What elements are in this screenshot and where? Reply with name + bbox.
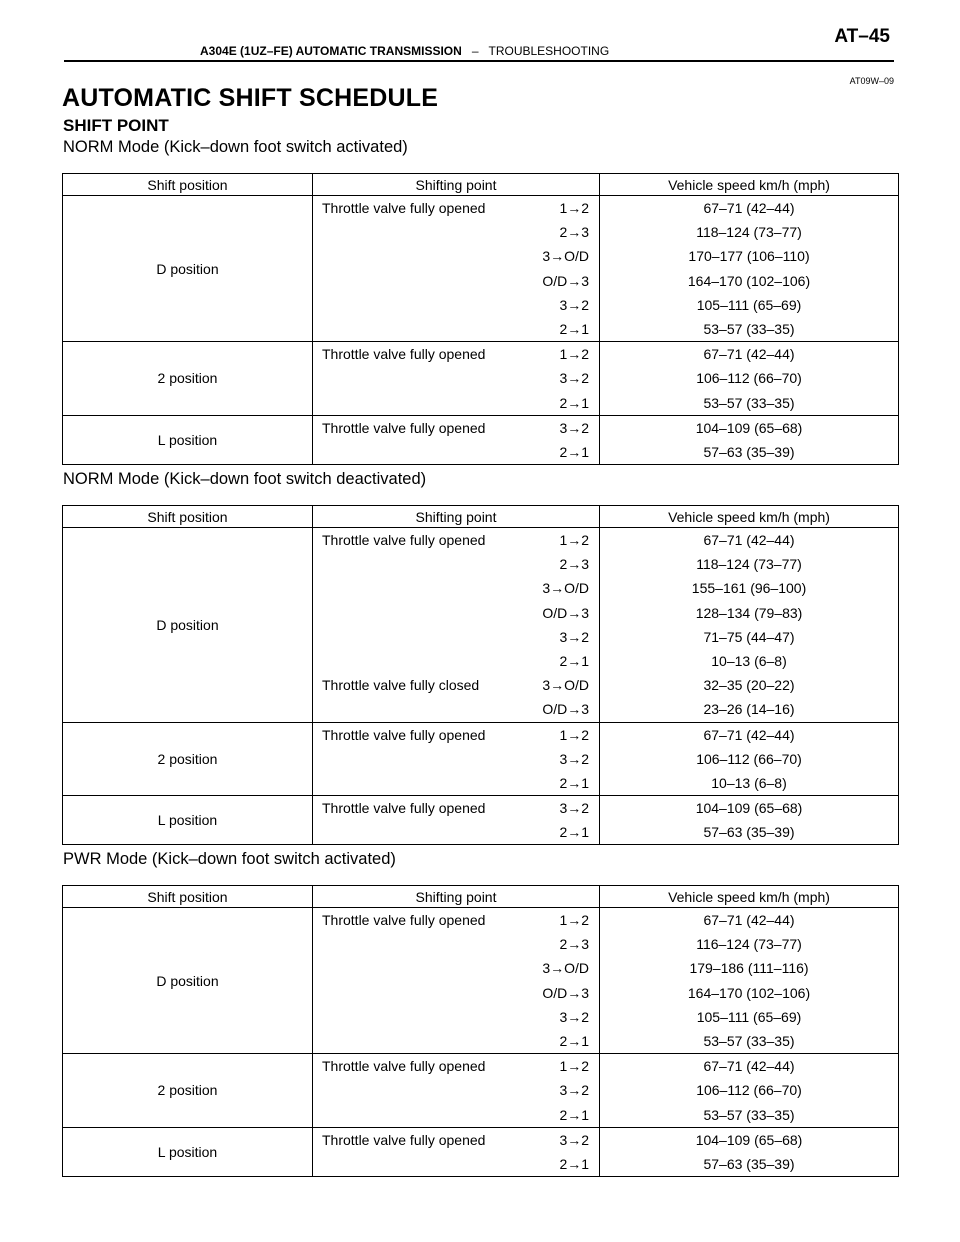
gear-change-cell: 2→3 [523, 932, 600, 956]
gear-change-cell: 1→2 [523, 722, 600, 747]
throttle-condition-cell [313, 771, 523, 796]
table-2-title: NORM Mode (Kick–down foot switch deactivated) [63, 470, 427, 488]
vehicle-speed-cell: 67–71 (42–44) [600, 1054, 899, 1079]
vehicle-speed-cell: 57–63 (35–39) [600, 440, 899, 465]
gear-change-cell: 1→2 [523, 342, 600, 367]
vehicle-speed-cell: 10–13 (6–8) [600, 771, 899, 796]
throttle-condition-cell: Throttle valve fully opened [313, 415, 523, 440]
vehicle-speed-cell: 164–170 (102–106) [600, 981, 899, 1005]
vehicle-speed-cell: 53–57 (33–35) [600, 1103, 899, 1128]
table-row [63, 1127, 899, 1152]
gear-change-cell: 3→2 [523, 747, 600, 771]
throttle-condition-cell: Throttle valve fully opened [313, 196, 523, 221]
gear-change-cell: 2→1 [523, 1152, 600, 1177]
gear-change-cell: 3→2 [523, 293, 600, 317]
table-row [63, 722, 899, 747]
throttle-condition-cell [313, 981, 523, 1005]
vehicle-speed-cell: 104–109 (65–68) [600, 796, 899, 821]
throttle-condition-cell: Throttle valve fully opened [313, 908, 523, 933]
throttle-condition-cell: Throttle valve fully opened [313, 528, 523, 553]
vehicle-speed-cell: 105–111 (65–69) [600, 1005, 899, 1029]
vehicle-speed-cell: 118–124 (73–77) [600, 220, 899, 244]
gear-change-cell: 2→1 [523, 649, 600, 673]
table-header-row [63, 174, 899, 196]
vehicle-speed-cell: 106–112 (66–70) [600, 1078, 899, 1102]
throttle-condition-cell [313, 820, 523, 845]
throttle-condition-cell [313, 601, 523, 625]
vehicle-speed-cell: 67–71 (42–44) [600, 528, 899, 553]
header-shift-position: Shift position [63, 506, 313, 528]
vehicle-speed-cell: 71–75 (44–47) [600, 625, 899, 649]
header-rule [64, 60, 894, 62]
gear-change-cell: 2→1 [523, 317, 600, 342]
throttle-condition-cell: Throttle valve fully closed [313, 673, 523, 697]
vehicle-speed-cell: 118–124 (73–77) [600, 552, 899, 576]
gear-change-cell: O/D→3 [523, 601, 600, 625]
table-header-row [63, 886, 899, 908]
shift-schedule-table-norm-kickdown-on [62, 173, 899, 465]
page-number: AT–45 [834, 26, 890, 47]
vehicle-speed-cell: 116–124 (73–77) [600, 932, 899, 956]
throttle-condition-cell [313, 576, 523, 600]
manual-title: A304E (1UZ–FE) AUTOMATIC TRANSMISSION [200, 44, 462, 58]
vehicle-speed-cell: 67–71 (42–44) [600, 908, 899, 933]
gear-change-cell: 3→2 [523, 366, 600, 390]
vehicle-speed-cell: 32–35 (20–22) [600, 673, 899, 697]
table-row [63, 342, 899, 367]
table-3-title: PWR Mode (Kick–down foot switch activated) [63, 850, 396, 868]
shift-position-cell: L position [63, 796, 313, 845]
vehicle-speed-cell: 57–63 (35–39) [600, 820, 899, 845]
throttle-condition-cell [313, 747, 523, 771]
vehicle-speed-cell: 67–71 (42–44) [600, 342, 899, 367]
throttle-condition-cell [313, 293, 523, 317]
table-row [63, 908, 899, 933]
gear-change-cell: 3→O/D [523, 244, 600, 268]
vehicle-speed-cell: 53–57 (33–35) [600, 391, 899, 416]
shift-schedule-table-norm-kickdown-off [62, 505, 899, 845]
shift-position-cell: L position [63, 415, 313, 464]
gear-change-cell: 3→2 [523, 625, 600, 649]
shift-position-cell: D position [63, 908, 313, 1054]
vehicle-speed-cell: 53–57 (33–35) [600, 1029, 899, 1054]
header-shift-position: Shift position [63, 886, 313, 908]
vehicle-speed-cell: 67–71 (42–44) [600, 196, 899, 221]
table-row [63, 1054, 899, 1079]
running-header [200, 44, 609, 58]
shift-position-cell: 2 position [63, 722, 313, 796]
table-header-row [63, 506, 899, 528]
vehicle-speed-cell: 179–186 (111–116) [600, 956, 899, 980]
shift-position-cell: D position [63, 196, 313, 342]
throttle-condition-cell [313, 1078, 523, 1102]
gear-change-cell: 2→1 [523, 1103, 600, 1128]
page-header [0, 0, 960, 70]
table-row [63, 796, 899, 821]
shift-position-cell: 2 position [63, 1054, 313, 1128]
table-1-title: NORM Mode (Kick–down foot switch activated) [63, 138, 408, 156]
vehicle-speed-cell: 164–170 (102–106) [600, 269, 899, 293]
gear-change-cell: 1→2 [523, 196, 600, 221]
throttle-condition-cell [313, 1103, 523, 1128]
gear-change-cell: 3→O/D [523, 673, 600, 697]
vehicle-speed-cell: 106–112 (66–70) [600, 366, 899, 390]
vehicle-speed-cell: 23–26 (14–16) [600, 697, 899, 722]
gear-change-cell: 2→1 [523, 820, 600, 845]
throttle-condition-cell [313, 1152, 523, 1177]
header-vehicle-speed: Vehicle speed km/h (mph) [600, 174, 899, 196]
vehicle-speed-cell: 128–134 (79–83) [600, 601, 899, 625]
gear-change-cell: 3→2 [523, 796, 600, 821]
vehicle-speed-cell: 104–109 (65–68) [600, 415, 899, 440]
gear-change-cell: 3→O/D [523, 576, 600, 600]
throttle-condition-cell [313, 956, 523, 980]
gear-change-cell: O/D→3 [523, 981, 600, 1005]
shift-position-cell: D position [63, 528, 313, 723]
gear-change-cell: 2→1 [523, 771, 600, 796]
throttle-condition-cell [313, 1005, 523, 1029]
throttle-condition-cell: Throttle valve fully opened [313, 342, 523, 367]
gear-change-cell: 2→3 [523, 220, 600, 244]
vehicle-speed-cell: 106–112 (66–70) [600, 747, 899, 771]
gear-change-cell: 3→O/D [523, 956, 600, 980]
throttle-condition-cell [313, 220, 523, 244]
shift-position-cell: L position [63, 1127, 313, 1176]
vehicle-speed-cell: 155–161 (96–100) [600, 576, 899, 600]
gear-change-cell: 1→2 [523, 1054, 600, 1079]
vehicle-speed-cell: 105–111 (65–69) [600, 293, 899, 317]
header-shifting-point: Shifting point [313, 174, 600, 196]
gear-change-cell: O/D→3 [523, 697, 600, 722]
throttle-condition-cell [313, 1029, 523, 1054]
gear-change-cell: 1→2 [523, 528, 600, 553]
vehicle-speed-cell: 170–177 (106–110) [600, 244, 899, 268]
gear-change-cell: 3→2 [523, 1078, 600, 1102]
vehicle-speed-cell: 57–63 (35–39) [600, 1152, 899, 1177]
vehicle-speed-cell: 67–71 (42–44) [600, 722, 899, 747]
gear-change-cell: 2→3 [523, 552, 600, 576]
shift-position-cell: 2 position [63, 342, 313, 416]
header-shift-position: Shift position [63, 174, 313, 196]
document-code: AT09W–09 [849, 76, 894, 86]
throttle-condition-cell [313, 269, 523, 293]
gear-change-cell: 3→2 [523, 1005, 600, 1029]
gear-change-cell: 1→2 [523, 908, 600, 933]
throttle-condition-cell: Throttle valve fully opened [313, 1054, 523, 1079]
throttle-condition-cell [313, 244, 523, 268]
header-vehicle-speed: Vehicle speed km/h (mph) [600, 886, 899, 908]
gear-change-cell: 2→1 [523, 1029, 600, 1054]
gear-change-cell: 2→1 [523, 440, 600, 465]
section-name: TROUBLESHOOTING [488, 44, 610, 58]
table-row [63, 196, 899, 221]
table-row [63, 415, 899, 440]
gear-change-cell: 3→2 [523, 415, 600, 440]
throttle-condition-cell: Throttle valve fully opened [313, 796, 523, 821]
page-subtitle: SHIFT POINT [63, 116, 169, 135]
vehicle-speed-cell: 53–57 (33–35) [600, 317, 899, 342]
gear-change-cell: 2→1 [523, 391, 600, 416]
table-row [63, 528, 899, 553]
throttle-condition-cell [313, 625, 523, 649]
shift-schedule-table-pwr-kickdown-on [62, 885, 899, 1177]
gear-change-cell: 3→2 [523, 1127, 600, 1152]
throttle-condition-cell [313, 697, 523, 722]
throttle-condition-cell [313, 932, 523, 956]
header-shifting-point: Shifting point [313, 506, 600, 528]
header-vehicle-speed: Vehicle speed km/h (mph) [600, 506, 899, 528]
header-shifting-point: Shifting point [313, 886, 600, 908]
throttle-condition-cell [313, 366, 523, 390]
throttle-condition-cell [313, 391, 523, 416]
vehicle-speed-cell: 10–13 (6–8) [600, 649, 899, 673]
throttle-condition-cell [313, 440, 523, 465]
gear-change-cell: O/D→3 [523, 269, 600, 293]
vehicle-speed-cell: 104–109 (65–68) [600, 1127, 899, 1152]
page-title: AUTOMATIC SHIFT SCHEDULE [62, 84, 439, 112]
throttle-condition-cell [313, 552, 523, 576]
throttle-condition-cell: Throttle valve fully opened [313, 1127, 523, 1152]
throttle-condition-cell: Throttle valve fully opened [313, 722, 523, 747]
header-separator: – [471, 44, 479, 58]
throttle-condition-cell [313, 649, 523, 673]
throttle-condition-cell [313, 317, 523, 342]
